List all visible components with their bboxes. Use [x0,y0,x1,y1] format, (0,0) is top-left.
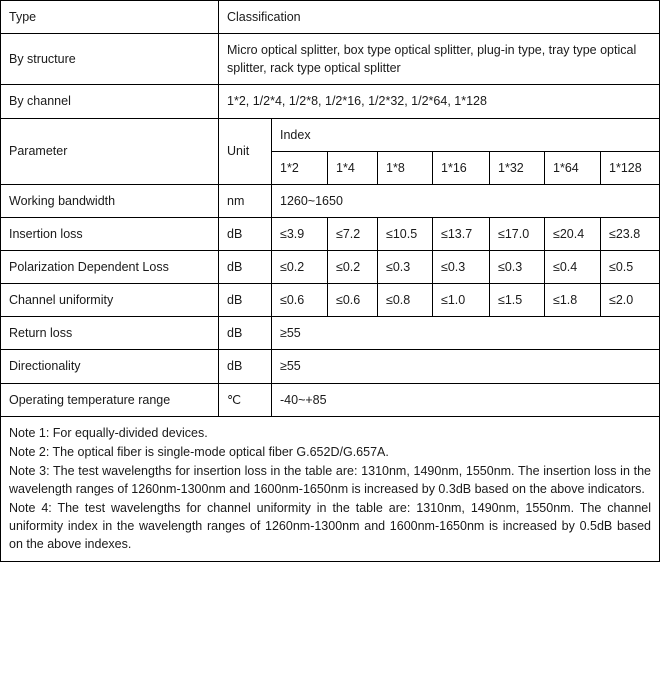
spec-name: Channel uniformity [1,284,219,317]
spec-value-1x8: ≤0.8 [378,284,433,317]
by-channel-label: By channel [1,85,219,118]
by-structure-label: By structure [1,34,219,85]
spec-name: Directionality [1,350,219,383]
spec-value-1x32: ≤17.0 [490,217,545,250]
spec-unit: ℃ [219,383,272,416]
spec-value-1x32: ≤0.3 [490,251,545,284]
spec-value: ≥55 [272,317,660,350]
classification-label: Classification [219,1,660,34]
spec-value-1x128: ≤2.0 [601,284,660,317]
index-column-1x4: 1*4 [328,151,378,184]
spec-value-1x4: ≤0.2 [328,251,378,284]
spec-value: ≥55 [272,350,660,383]
spec-value-1x4: ≤7.2 [328,217,378,250]
by-channel-value: 1*2, 1/2*4, 1/2*8, 1/2*16, 1/2*32, 1/2*64, 1*128 [219,85,660,118]
spec-value-1x64: ≤0.4 [545,251,601,284]
spec-value-1x2: ≤0.6 [272,284,328,317]
table-row [1,383,660,416]
spec-name: Polarization Dependent Loss [1,251,219,284]
spec-value-1x4: ≤0.6 [328,284,378,317]
spec-value-1x2: ≤3.9 [272,217,328,250]
table-row-by-channel [1,85,660,118]
index-column-1x32: 1*32 [490,151,545,184]
spec-unit: dB [219,350,272,383]
table-row-by-structure [1,34,660,85]
index-column-1x64: 1*64 [545,151,601,184]
note-2: Note 2: The optical fiber is single-mode optical fiber G.652D/G.657A. [9,444,389,459]
table-row [1,350,660,383]
table-row [1,217,660,250]
table-row-parameter-header [1,118,660,151]
spec-value-1x64: ≤1.8 [545,284,601,317]
notes-cell [1,416,660,561]
spec-value-1x16: ≤1.0 [433,284,490,317]
spec-unit: dB [219,317,272,350]
spec-value-1x8: ≤10.5 [378,217,433,250]
unit-label: Unit [219,118,272,184]
table-row-type [1,1,660,34]
spec-name: Return loss [1,317,219,350]
by-structure-value: Micro optical splitter, box type optical splitter, plug-in type, tray type optical splitter, rack type optical splitter [219,34,660,85]
spec-value: -40~+85 [272,383,660,416]
spec-unit: nm [219,184,272,217]
note-4: Note 4: The test wavelengths for channel uniformity in the table are: 1310nm, 1490nm, 1550nm. The channel uniformity index in the wavelength ranges of 1260nm-1300nm and 1600nm-1650nm is increased by 0.5dB based on the above indexes. [9,501,652,552]
spec-unit: dB [219,251,272,284]
type-label: Type [1,1,219,34]
index-column-1x8: 1*8 [378,151,433,184]
spec-value-1x32: ≤1.5 [490,284,545,317]
spec-value-1x2: ≤0.2 [272,251,328,284]
index-column-1x16: 1*16 [433,151,490,184]
spec-unit: dB [219,284,272,317]
spec-value: 1260~1650 [272,184,660,217]
parameter-label: Parameter [1,118,219,184]
index-label: Index [272,118,660,151]
spec-value-1x8: ≤0.3 [378,251,433,284]
spec-unit: dB [219,217,272,250]
index-column-1x2: 1*2 [272,151,328,184]
spec-value-1x16: ≤0.3 [433,251,490,284]
table-row [1,317,660,350]
spec-name: Insertion loss [1,217,219,250]
spec-name: Operating temperature range [1,383,219,416]
index-column-1x128: 1*128 [601,151,660,184]
table-row [1,284,660,317]
note-1: Note 1: For equally-divided devices. [9,425,208,440]
spec-value-1x128: ≤0.5 [601,251,660,284]
spec-name: Working bandwidth [1,184,219,217]
note-3: Note 3: The test wavelengths for insertion loss in the table are: 1310nm, 1490nm, 1550nm. The insertion loss in the wavelength ranges of 1260nm-1300nm and 1600nm-1650nm is increased by 0.3dB based on the above indicators. [9,463,652,496]
spec-value-1x64: ≤20.4 [545,217,601,250]
spec-value-1x16: ≤13.7 [433,217,490,250]
table-row-notes [1,416,660,561]
table-row [1,184,660,217]
table-row [1,251,660,284]
spec-value-1x128: ≤23.8 [601,217,660,250]
